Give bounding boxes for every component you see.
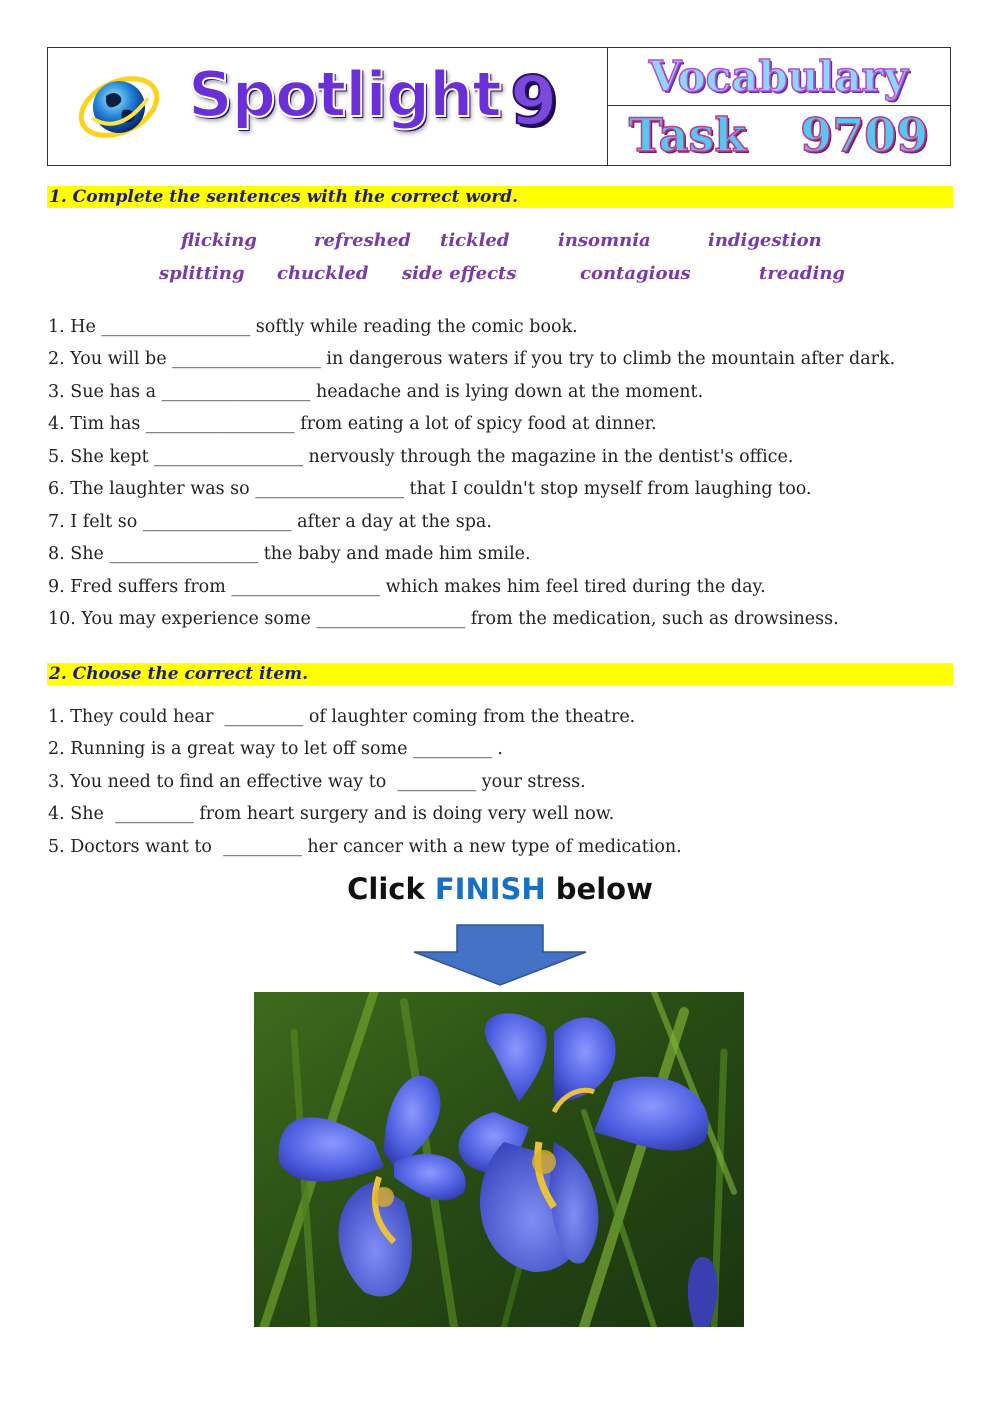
cta-prefix: Click [347,872,425,906]
cta-suffix: below [555,872,653,906]
sentence-item: 4. Tim has _________________ from eating a lot of spicy food at dinner. [48,414,657,434]
word-bank-item: refreshed [314,230,411,251]
subject-title: Vocabulary [648,52,909,101]
cta-finish-word: FINISH [434,872,546,906]
sentence-item: 5. She kept _________________ nervously through the magazine in the dentist's office. [48,447,794,467]
task-cell [607,105,950,165]
sentence-item: 8. She _________________ the baby and made him smile. [48,544,531,564]
word-bank-item: indigestion [708,230,822,251]
task-number: 9709 [800,108,929,162]
word-bank-item: splitting [159,263,245,284]
word-bank-item: insomnia [558,230,651,251]
section2-title: 2. Choose the correct item. [49,664,309,684]
section2-bar [47,663,953,685]
brand-panel [48,48,608,165]
word-bank-item: contagious [580,263,691,284]
word-bank-item: treading [759,263,846,284]
sentence-item: 1. They could hear _________ of laughter coming from the theatre. [48,707,636,727]
sentence-item: 6. The laughter was so _________________ that I couldn't stop myself from laughing too. [48,479,812,499]
word-bank-item: side effects [402,263,517,284]
word-bank-item: tickled [440,230,510,251]
sentence-item: 9. Fred suffers from _________________ which makes him feel tired during the day. [48,577,766,597]
sentence-item: 7. I felt so _________________ after a day at the spa. [48,512,492,532]
grade-number: 9 [510,62,558,141]
sentence-item: 1. He _________________ softly while reading the comic book. [48,317,578,337]
sentence-item: 4. She _________ from heart surgery and is doing very well now. [48,804,615,824]
section1-bar [47,186,953,208]
word-bank-item: chuckled [277,263,369,284]
down-arrow-icon [413,924,587,986]
brand-logo: Spotlight [188,58,501,131]
sentence-item: 5. Doctors want to _________ her cancer with a new type of medication. [48,837,682,857]
sentence-item: 2. Running is a great way to let off some _________ . [48,739,503,759]
sentence-item: 3. You need to find an effective way to _________ your stress. [48,772,586,792]
subject-cell [607,48,950,106]
sentence-item: 10. You may experience some _________________ from the medication, such as drowsiness. [48,609,839,629]
sentence-item: 2. You will be _________________ in dangerous waters if you try to climb the mountain after dark. [48,349,896,369]
word-bank-item: flicking [181,230,257,251]
worksheet-header [47,47,951,166]
section1-title: 1. Complete the sentences with the correct word. [49,187,519,207]
finish-instruction [0,872,1000,906]
globe-icon [78,66,160,148]
sentence-item: 3. Sue has a _________________ headache and is lying down at the moment. [48,382,704,402]
task-label: Task [628,108,747,162]
iris-flower-image [254,992,744,1327]
